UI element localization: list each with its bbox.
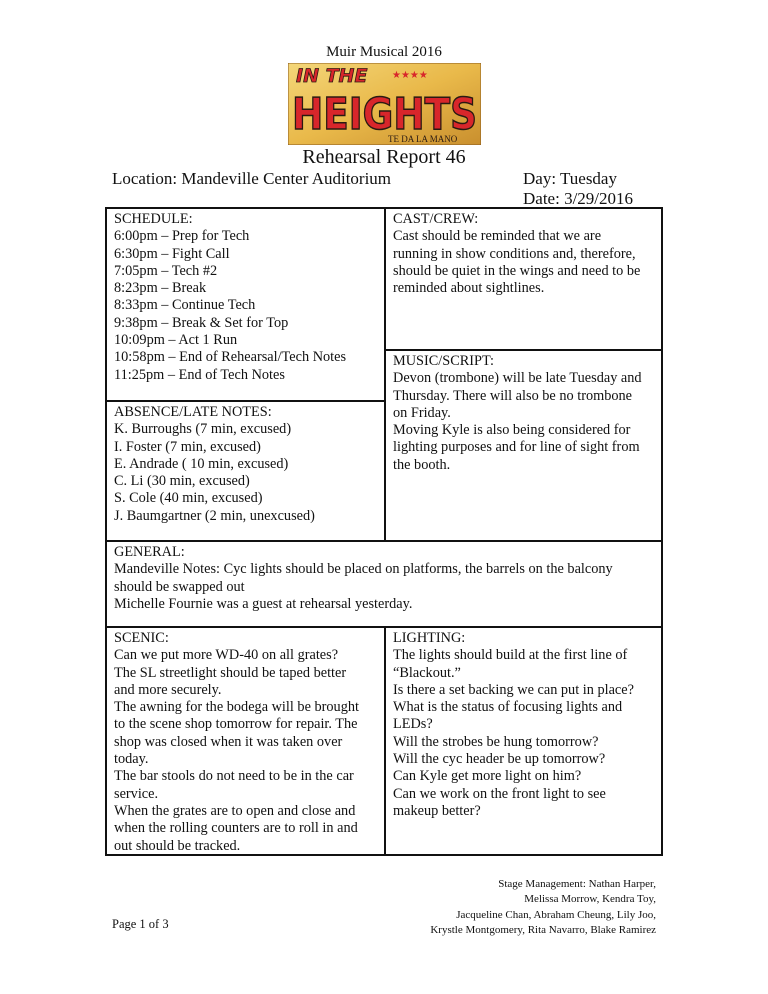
scenic-line: The bar stools do not need to be in the car: [114, 768, 354, 785]
scenic-line: Can we put more WD-40 on all grates?: [114, 647, 339, 664]
cast-crew-line: reminded about sightlines.: [393, 280, 545, 297]
scenic-section: [107, 628, 384, 855]
absence-item: C. Li (30 min, excused): [114, 473, 250, 490]
scenic-heading: SCENIC:: [114, 630, 169, 646]
cast-crew-heading: CAST/CREW:: [393, 211, 479, 227]
absence-item: J. Baumgartner (2 min, unexcused): [114, 507, 315, 524]
cast-crew-line: Cast should be reminded that we are: [393, 228, 602, 245]
stage-management-credits: [430, 877, 656, 938]
absence-item: S. Cole (40 min, excused): [114, 490, 263, 507]
lighting-line: What is the status of focusing lights and: [393, 699, 623, 716]
schedule-item: 8:23pm – Break: [114, 280, 207, 297]
general-heading: GENERAL:: [114, 544, 185, 560]
scenic-line: out should be tracked.: [114, 837, 241, 854]
report-title: Rehearsal Report 46: [302, 146, 466, 168]
absence-heading: ABSENCE/LATE NOTES:: [114, 404, 272, 420]
schedule-item: 9:38pm – Break & Set for Top: [114, 314, 289, 331]
schedule-item: 7:05pm – Tech #2: [114, 262, 218, 279]
schedule-item: 6:30pm – Fight Call: [114, 245, 230, 262]
lighting-line: LEDs?: [393, 716, 433, 733]
report-table: [105, 207, 663, 856]
credits-line: Melissa Morrow, Kendra Toy,: [524, 893, 656, 906]
cast-crew-line: should be quiet in the wings and need to be: [393, 262, 641, 279]
lighting-line: makeup better?: [393, 802, 481, 819]
scenic-line: The awning for the bodega will be brought: [114, 699, 359, 716]
schedule-item: 8:33pm – Continue Tech: [114, 297, 256, 314]
credits-line: Jacqueline Chan, Abraham Cheung, Lily Joo,: [456, 908, 656, 921]
location-label: Location: Mandeville Center Auditorium: [112, 169, 392, 188]
scenic-line: The SL streetlight should be taped better: [114, 664, 347, 681]
scenic-line: today.: [114, 751, 149, 768]
scenic-line: to the scene shop tomorrow for repair. The: [114, 716, 358, 733]
absence-section: [107, 402, 384, 525]
cast-crew-line: running in show conditions and, therefore,: [393, 245, 636, 262]
schedule-item: 10:58pm – End of Rehearsal/Tech Notes: [114, 349, 347, 366]
lighting-line: Can Kyle get more light on him?: [393, 768, 582, 785]
general-line: Michelle Fournie was a guest at rehearsal yesterday.: [114, 595, 413, 612]
credits-line: Stage Management: Nathan Harper,: [498, 878, 656, 890]
lighting-line: Will the strobes be hung tomorrow?: [393, 733, 599, 750]
scenic-line: and more securely.: [114, 681, 222, 698]
general-line: Mandeville Notes: Cyc lights should be placed on platforms, the barrels on the balcony: [114, 561, 613, 578]
lighting-line: Is there a set backing we can put in place?: [393, 681, 634, 698]
lighting-line: Will the cyc header be up tomorrow?: [393, 751, 606, 768]
logo-tagline: TE DA LA MANO: [388, 134, 458, 144]
music-script-line: Devon (trombone) will be late Tuesday and: [393, 370, 642, 387]
schedule-heading: SCHEDULE:: [114, 211, 193, 227]
schedule-item: 10:09pm – Act 1 Run: [114, 332, 238, 349]
scenic-line: when the rolling counters are to roll in and: [114, 820, 358, 837]
lighting-line: “Blackout.”: [393, 664, 461, 681]
music-script-section: [386, 351, 661, 474]
absence-item: E. Andrade ( 10 min, excused): [114, 455, 289, 472]
absence-item: I. Foster (7 min, excused): [114, 438, 261, 455]
lighting-line: Can we work on the front light to see: [393, 785, 606, 802]
show-logo-graphic: [288, 63, 481, 145]
absence-item: K. Burroughs (7 min, excused): [114, 421, 292, 438]
music-script-line: on Friday.: [393, 404, 451, 421]
general-section: [107, 542, 661, 613]
lighting-line: The lights should build at the first line of: [393, 647, 628, 664]
general-line: should be swapped out: [114, 578, 245, 595]
schedule-section: [107, 209, 384, 384]
music-script-line: the booth.: [393, 456, 451, 473]
lighting-heading: LIGHTING:: [393, 630, 466, 646]
show-logo: [288, 63, 481, 145]
scenic-line: When the grates are to open and close and: [114, 802, 356, 819]
scenic-line: shop was closed when it was taken over: [114, 733, 343, 750]
page-number: Page 1 of 3: [112, 917, 169, 931]
music-script-line: lighting purposes and for line of sight from: [393, 439, 640, 456]
scenic-line: service.: [114, 785, 159, 802]
music-script-line: Moving Kyle is also being considered for: [393, 422, 631, 439]
date-label: Date: 3/29/2016: [523, 189, 634, 208]
logo-stars: ★★★★: [392, 70, 428, 81]
music-script-heading: MUSIC/SCRIPT:: [393, 353, 494, 369]
credits-line: Krystle Montgomery, Rita Navarro, Blake Ramirez: [430, 923, 656, 936]
cast-crew-section: [386, 209, 661, 297]
logo-line-1: IN THE: [296, 65, 368, 87]
day-label: Day: Tuesday: [523, 169, 617, 188]
schedule-item: 6:00pm – Prep for Tech: [114, 228, 250, 245]
schedule-item: 11:25pm – End of Tech Notes: [114, 366, 285, 383]
lighting-section: [386, 628, 661, 820]
show-name: Muir Musical 2016: [326, 44, 442, 60]
logo-line-2: HEIGHTS: [292, 89, 477, 140]
music-script-line: Thursday. There will also be no trombone: [393, 387, 633, 404]
